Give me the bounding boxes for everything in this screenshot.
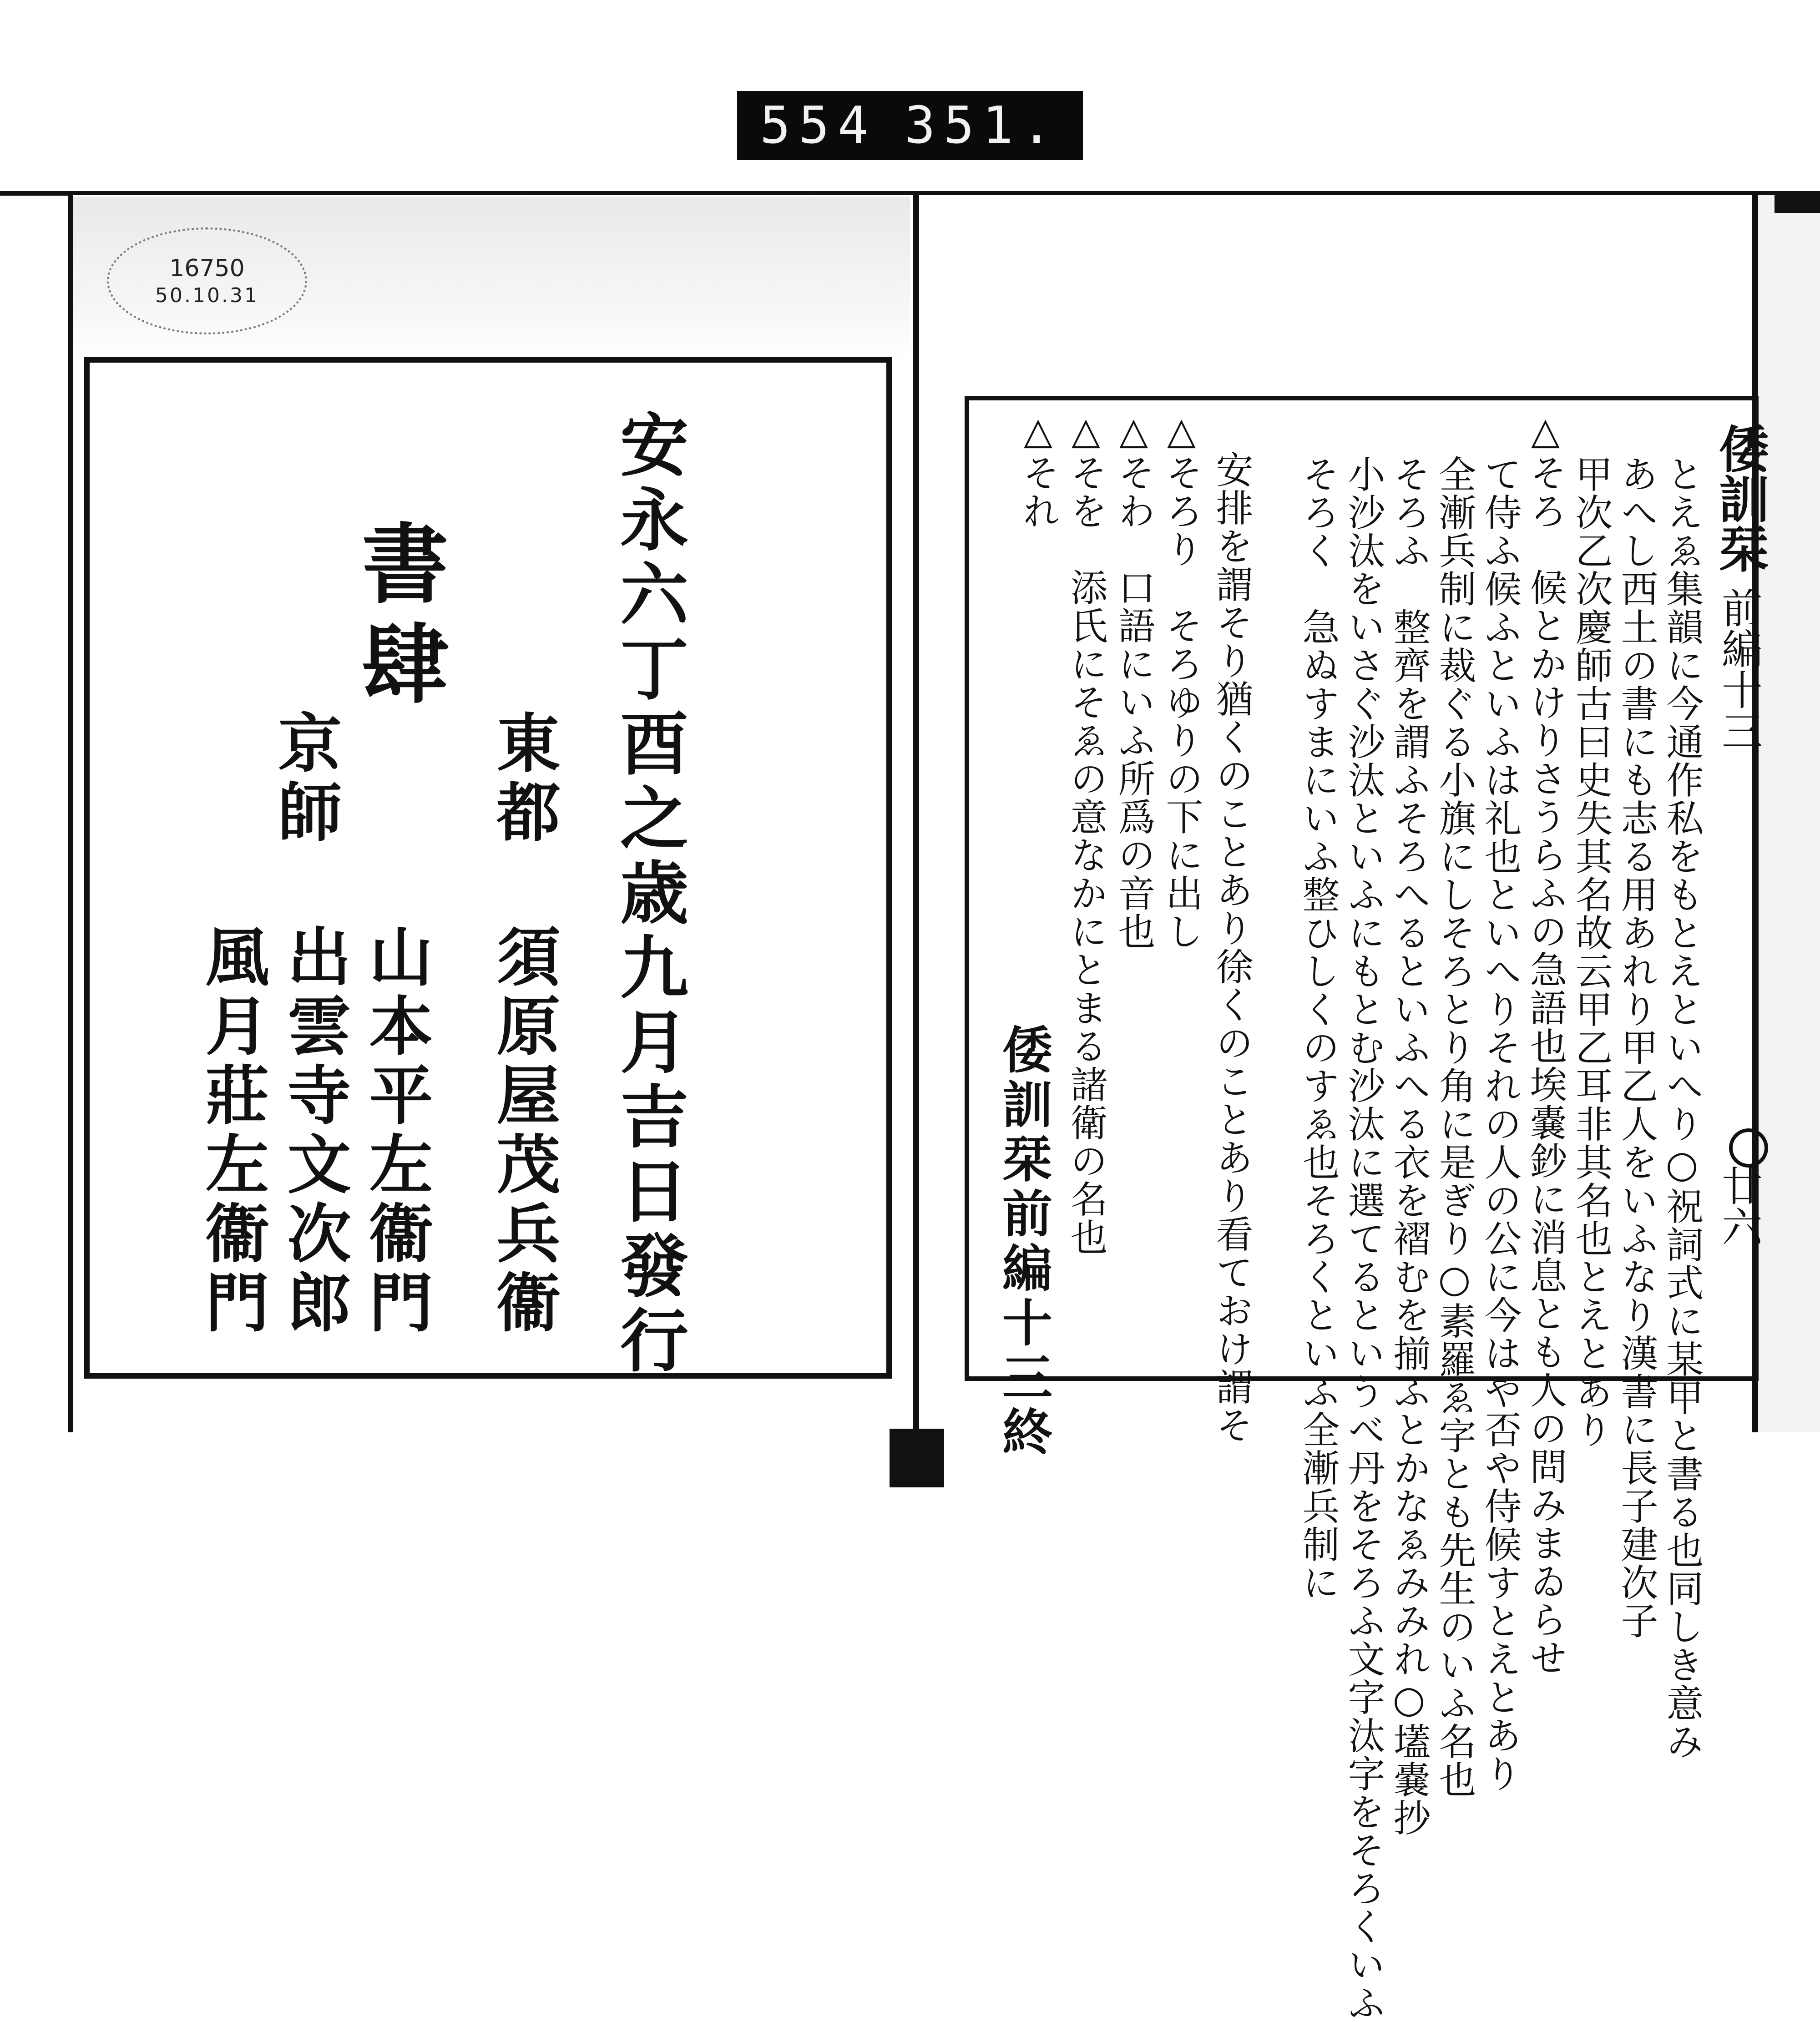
spine-shadow (890, 1429, 944, 1487)
text-column-1: とえゑ集韻に今通作私をもとえといへり○祝詞式に某甲と書る也同しき意み (1660, 455, 1704, 1760)
stamp-accession-number: 16750 (169, 254, 245, 282)
text-column-3: 甲次乙次慶師古曰史失其名故云甲乙耳非其名也とえとあり (1569, 455, 1613, 1449)
colophon-tokyo-publisher: 須原屋茂兵衞 (486, 924, 561, 1339)
page-header-title: 倭訓栞 (1711, 423, 1769, 573)
text-column-14: △それ (1016, 409, 1060, 530)
colophon-date: 安永六丁酉之歳九月吉日發行 (608, 409, 688, 1380)
circle-mark-icon (1729, 1128, 1768, 1168)
text-column-8: 小沙汰をいさぐ沙汰といふにもとむ沙汰に選てるというべ丹をそろふ文字汰字をそろくいふ (1342, 455, 1385, 2022)
text-column-5: て侍ふ候ふといふは礼也といへりそれの人の公に今はや否や侍候すとえとあり (1478, 455, 1522, 1793)
catalogue-label (737, 91, 1083, 160)
text-column-4: △そろ 候とかけりさうらふの急語也埃嚢鈔に消息とも人の問みまゐらせ (1524, 409, 1567, 1677)
page-edge-stack (1756, 195, 1820, 1432)
text-column-10: 安排を謂そり猶くのことあり徐くのことあり看ておけ謂そ (1210, 450, 1253, 1444)
colophon-kyoto-publisher-1: 山本平左衞門 (359, 924, 433, 1339)
page-folio: 廿六 (1714, 1165, 1762, 1247)
text-column-12: △そわ 口語にいふ所爲の音也 (1112, 409, 1155, 950)
text-column-7: そろふ 整齊を謂ふそろへるといふへる衣を褶むを揃ふとかなゑみみれ○壒嚢抄 (1387, 455, 1431, 1837)
text-column-9: そろく 急ぬすまにいふ整ひしくのすゑ也そろくといふ全漸兵制に (1296, 455, 1340, 1602)
colophon-kyoto: 京師 (268, 710, 342, 848)
colophon-kyoto-publisher-2: 出雲寺文次郎 (277, 924, 351, 1339)
text-column-6: 全漸兵制に裁ぐる小旗にしそろとり角に是ぎり○素羅ゑ字とも先生のいふ名也 (1433, 455, 1476, 1799)
catalogue-number-right: 351. (905, 96, 1060, 155)
volume-end-mark: 倭訓栞前編十三終 (994, 1024, 1053, 1461)
text-column-13: △そを 添氏にそゑの意なかにとまる諸衛の名也 (1064, 409, 1107, 1256)
catalogue-number-left: 554 (760, 96, 877, 155)
colophon-shosi: 書肆 (348, 519, 449, 719)
stamp-date: 50.10.31 (155, 283, 259, 307)
library-stamp (107, 227, 307, 334)
colophon-tokyo: 東都 (486, 710, 561, 848)
text-column-11: △そろり そろゆりの下に出し (1160, 409, 1203, 950)
text-column-2: あへし西土の書にも志る用あれり甲乙人をいふなり漢書に長子建次子 (1615, 455, 1658, 1640)
colophon-kyoto-publisher-3: 風月莊左衞門 (195, 924, 269, 1339)
page-edge-tab (1774, 195, 1820, 213)
page-header-section: 前編十三 (1714, 587, 1762, 751)
